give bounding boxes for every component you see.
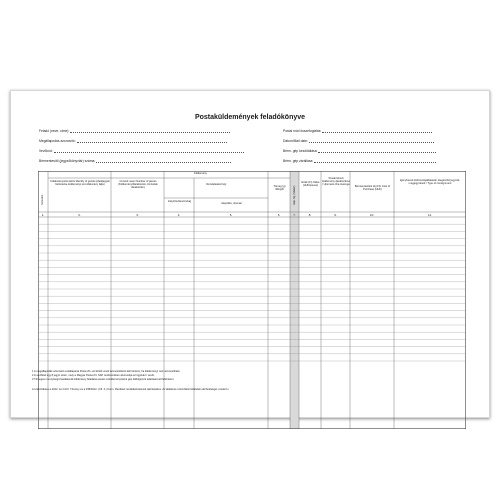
field-agreement-id-label: Megállapodás azonosító: — [39, 139, 76, 143]
field-mail-date-line[interactable] — [309, 139, 434, 143]
field-mail-date-label: Dátum/Mail date: — [283, 139, 308, 143]
field-customer-code — [39, 149, 244, 153]
field-franking-number-label: Bérmentesítő (jegyzőkönyvtár) száma: — [39, 159, 96, 163]
field-agreement-id-line[interactable] — [77, 139, 227, 143]
field-sender-label: Feladó (neve, címe): — [39, 129, 70, 133]
col-header-destination: Rendeltetési hely — [206, 183, 227, 186]
col-header-value: Érték (Ft) Value (HUF/pieces) — [301, 181, 320, 187]
field-meter-end-label: Bérm. gép zárállása: — [283, 159, 314, 163]
field-meter-start-label: Bérm. gép kezdőállása: — [283, 149, 318, 153]
legal-note: A szerződéses a 2012. évi CLIX. Törvény és a 335/2012. (XII. 4.) Korm. Rendelet rendelkezéseinek tekintetében. Az általános szerződési feltételek elérhetőségei: posta.hu — [32, 388, 229, 391]
col-number-5: 5. — [229, 212, 233, 217]
field-franking-number-line[interactable] — [96, 159, 231, 163]
col-number-1: 1. — [41, 212, 45, 217]
footnote-3: 3 Tömeges mennyiségű feadásonál küldemény feladása esetén a küldeménynként gép feldolgozott adatokat kell feltüntetni. — [32, 378, 175, 381]
col-number-9: 9. — [334, 212, 337, 217]
form-title: Postaküldemények feladókönyve — [194, 114, 306, 121]
col-number-2: 2. — [78, 212, 81, 217]
group-header-consignment: Küldemény — [194, 172, 207, 175]
field-agreement-id — [39, 139, 227, 143]
field-sender-line[interactable] — [70, 129, 230, 133]
field-customer-code-line[interactable] — [54, 149, 244, 153]
col-header-pieces: Postai felvett küldemény darabszáma / Ujonnani /Ára összege — [322, 177, 350, 186]
field-postal-mode — [283, 129, 432, 133]
field-customer-code-label: Vevőkód: — [39, 149, 53, 153]
field-postal-mode-line[interactable] — [322, 129, 432, 133]
field-mail-date — [283, 139, 434, 143]
postal-form-sheet — [10, 90, 490, 418]
field-postal-mode-label: Postai mód összefoglalás: — [283, 129, 322, 133]
sub-header-postcode: irányítószám/ország — [167, 200, 192, 203]
field-meter-end-line[interactable] — [314, 159, 436, 163]
col-number-6: 6. — [277, 212, 281, 217]
col-number-11: 11. — [428, 212, 432, 217]
field-meter-start-line[interactable] — [318, 149, 436, 153]
shaded-column — [290, 171, 299, 429]
col-header-mailer: Gép. fej. (Mailer) — [293, 185, 296, 205]
field-meter-start — [283, 149, 436, 153]
sub-header-settlement: település, útvonal — [221, 202, 242, 205]
col-header-consignment-id: Küldeményazonosító/ Identify of goods (ebédjegyek feltüntetve küldeményt és küldemény fajta) — [50, 180, 110, 186]
col-header-postage-fee: Bérmentesítési díj (Ft)/ Cost of Purchase (HUF) — [354, 185, 391, 191]
col-header-services: Igénybevett különszolgáltatások, kiegészítő jegyzék, megjegyzések / Type of consignment — [399, 179, 461, 185]
field-sender — [39, 129, 230, 133]
footnote-2: 2 A vevőkód egy 8 jegyű szám, mely a Magyar Posta Zrt. SAP rendszerében azonosítja az ügyfelet / vevőt. — [32, 374, 155, 377]
col-number-7: 7. — [293, 212, 296, 217]
col-header-weight: Tömeg (g) /Weight — [273, 185, 286, 191]
col-header-addressee: Címzett neve/ Number of pieces (Küldemény/Darabszám címzettek darabszám) — [118, 180, 158, 189]
col-number-4: 4. — [177, 212, 181, 217]
col-number-3: 3. — [136, 212, 139, 217]
col-header-serial: Sorszám — [41, 194, 44, 205]
field-meter-end — [283, 159, 436, 163]
col-number-10: 10. — [369, 212, 375, 217]
footnote-1: 1 A megállapodás azonosító a kiállaparat Posta Zrt.-vel kötött vevői azonosítóként kell tüntetni, ha küldeményt nem azonosítható. — [32, 370, 181, 373]
field-franking-number — [39, 159, 231, 163]
col-number-8: 8. — [308, 212, 312, 217]
